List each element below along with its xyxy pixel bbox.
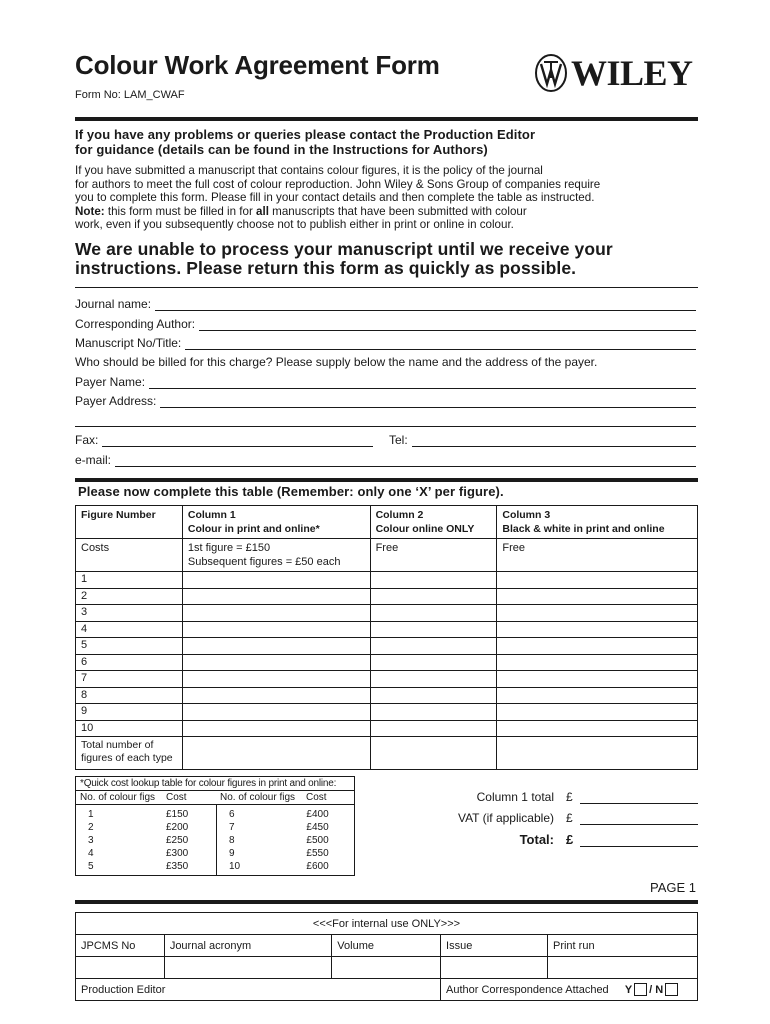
- figure-row: [76, 588, 698, 605]
- lookup-header-cost-right: Cost: [306, 792, 327, 803]
- journal-name-field[interactable]: [75, 295, 696, 311]
- lookup-body: [76, 805, 354, 875]
- header-divider: [75, 117, 698, 121]
- figure-row: [76, 605, 698, 622]
- journal-name-label: Journal name:: [75, 297, 152, 311]
- figure-row-column-3-cell[interactable]: [497, 720, 698, 737]
- figure-row-column-1-cell[interactable]: [182, 572, 370, 589]
- lookup-left-figs: [76, 808, 166, 875]
- internal-title-row: [76, 913, 698, 935]
- lookup-header-figs-left: No. of colour figs: [80, 792, 156, 803]
- lookup-fig-count: 5: [88, 861, 94, 872]
- column-1-cost-first: 1st figure = £150: [187, 542, 271, 554]
- fax-line[interactable]: [102, 435, 373, 447]
- contact-notice: [75, 127, 695, 157]
- grand-total-label: Total:: [519, 832, 554, 847]
- lookup-cost: £200: [166, 822, 189, 833]
- policy-line-5: work, even if you subsequently choose not to publish either in print or online in colour.: [75, 218, 514, 232]
- email-line[interactable]: [115, 455, 696, 467]
- lookup-header-right: [216, 791, 356, 804]
- costs-row: [76, 539, 698, 572]
- payer-address-label: Payer Address:: [75, 394, 157, 408]
- vat-field[interactable]: [390, 809, 698, 825]
- email-field[interactable]: [75, 451, 696, 467]
- internal-header-row: [76, 935, 698, 957]
- column-3-subtitle: Black & white in print and online: [502, 523, 665, 535]
- lookup-header-row: [76, 791, 354, 805]
- grand-total-currency: £: [566, 832, 574, 847]
- author-correspondence-label: Author Correspondence Attached: [446, 983, 609, 996]
- wiley-logo: [533, 50, 708, 96]
- lookup-cost: £300: [166, 848, 189, 859]
- internal-divider: [75, 900, 698, 904]
- figure-row-column-2-cell[interactable]: [370, 720, 497, 737]
- figure-row-column-3-cell[interactable]: [497, 572, 698, 589]
- column-1-header: [182, 506, 370, 539]
- figure-row-column-1-cell[interactable]: [182, 704, 370, 721]
- lookup-right-costs: [306, 808, 356, 875]
- figure-row-number: 10: [76, 720, 183, 737]
- column-1-cost: [182, 539, 370, 572]
- figure-row: [76, 654, 698, 671]
- wiley-wordmark: WILEY: [571, 53, 693, 93]
- payer-name-line[interactable]: [149, 377, 696, 389]
- payer-address-extra-line[interactable]: [75, 415, 696, 427]
- figure-row-column-3-cell[interactable]: [497, 621, 698, 638]
- column-3-header: [497, 506, 698, 539]
- figure-row-column-1-cell[interactable]: [182, 621, 370, 638]
- lookup-fig-count: 4: [88, 848, 94, 859]
- billing-question: Who should be billed for this charge? Please supply below the name and the address of the payer.: [75, 355, 598, 369]
- figure-table-header-row: [76, 506, 698, 539]
- lookup-fig-count: 7: [229, 822, 235, 833]
- lookup-fig-count: 2: [88, 822, 94, 833]
- lookup-cost: £450: [306, 822, 329, 833]
- figure-row-column-1-cell[interactable]: [182, 638, 370, 655]
- figure-row-number: 3: [76, 605, 183, 622]
- lookup-cost: £600: [306, 861, 329, 872]
- figure-row-column-3-cell[interactable]: [497, 704, 698, 721]
- table-divider: [75, 478, 698, 482]
- figure-row-number: 2: [76, 588, 183, 605]
- column-3-cost: Free: [497, 539, 698, 572]
- total-label-line-2: figures of each type: [81, 752, 173, 764]
- processing-warning: [75, 240, 700, 278]
- yes-label: Y: [624, 983, 633, 996]
- production-editor-label: Production Editor: [76, 979, 441, 1001]
- figure-row-column-2-cell[interactable]: [370, 654, 497, 671]
- form-number: Form No: LAM_CWAF: [75, 89, 185, 101]
- corresponding-author-field[interactable]: [75, 315, 696, 331]
- figure-row-number: 4: [76, 621, 183, 638]
- corresponding-author-line[interactable]: [199, 319, 696, 331]
- figure-table: [75, 505, 698, 770]
- manuscript-no-label: Manuscript No/Title:: [75, 336, 182, 350]
- journal-name-line[interactable]: [155, 299, 696, 311]
- figure-row-column-2-cell[interactable]: [370, 638, 497, 655]
- figure-row-column-1-cell[interactable]: [182, 720, 370, 737]
- note-label: Note:: [75, 204, 105, 218]
- jpcms-value[interactable]: [76, 957, 165, 979]
- figure-row-column-2-cell[interactable]: [370, 588, 497, 605]
- form-title: Colour Work Agreement Form: [75, 50, 440, 80]
- lookup-fig-count: 9: [229, 848, 235, 859]
- fax-label: Fax:: [75, 433, 99, 447]
- volume-value[interactable]: [332, 957, 441, 979]
- figure-row-column-3-cell[interactable]: [497, 588, 698, 605]
- lookup-cost: £550: [306, 848, 329, 859]
- lookup-fig-count: 10: [229, 861, 241, 872]
- column-1-total-line[interactable]: [580, 792, 698, 804]
- figure-table-heading: Please now complete this table (Remember: only one ‘X’ per figure).: [78, 484, 504, 499]
- figure-row-column-3-cell[interactable]: [497, 638, 698, 655]
- figure-row: [76, 671, 698, 688]
- lookup-fig-count: 8: [229, 835, 235, 846]
- column-1-cost-subsequent: Subsequent figures = £50 each: [187, 556, 341, 568]
- lookup-header-left: [76, 791, 216, 804]
- grand-total-line[interactable]: [580, 835, 698, 847]
- tel-label: Tel:: [389, 433, 408, 447]
- policy-text: [75, 164, 695, 232]
- column-2-header: [370, 506, 497, 539]
- figure-row-number: 6: [76, 654, 183, 671]
- lookup-fig-count: 1: [88, 809, 94, 820]
- lookup-header-cost-left: Cost: [166, 792, 187, 803]
- lookup-left-costs: [166, 808, 216, 875]
- issue-label: Issue: [441, 935, 548, 957]
- column-1-title: Column 1: [187, 509, 236, 521]
- vat-currency: £: [566, 811, 573, 825]
- figure-row-column-1-cell[interactable]: [182, 687, 370, 704]
- fax-field[interactable]: [75, 431, 373, 447]
- total-label-line-1: Total number of: [81, 739, 154, 751]
- lookup-cost: £350: [166, 861, 189, 872]
- figure-row-column-2-cell[interactable]: [370, 704, 497, 721]
- payer-address-field[interactable]: [75, 392, 696, 408]
- lookup-cost: £150: [166, 809, 189, 820]
- tel-field[interactable]: [389, 431, 696, 447]
- author-correspondence-cell: [441, 979, 698, 1001]
- issue-value[interactable]: [441, 957, 548, 979]
- figure-row-column-2-cell[interactable]: [370, 572, 497, 589]
- payer-name-field[interactable]: [75, 373, 696, 389]
- column-3-title: Column 3: [502, 509, 551, 521]
- figure-row-number: 7: [76, 671, 183, 688]
- figure-row-column-1-cell[interactable]: [182, 605, 370, 622]
- lookup-header-figs-right: No. of colour figs: [220, 792, 296, 803]
- note-post: manuscripts that have been submitted with colour: [268, 204, 527, 218]
- column-2-subtitle: Colour online ONLY: [375, 523, 475, 535]
- figure-row-number: 1: [76, 572, 183, 589]
- figure-number-header-text: Figure Number: [81, 509, 156, 521]
- total-row: [76, 737, 698, 770]
- total-column-1-cell[interactable]: [182, 737, 370, 770]
- internal-values-row: [76, 957, 698, 979]
- figure-row-column-1-cell[interactable]: [182, 588, 370, 605]
- figure-row: [76, 720, 698, 737]
- warning-line-2: instructions. Please return this form as quickly as possible.: [75, 258, 577, 278]
- warning-divider: [75, 287, 698, 288]
- vat-label: VAT (if applicable): [457, 811, 554, 825]
- figure-number-header: [76, 506, 183, 539]
- page-number: PAGE 1: [649, 880, 696, 895]
- figure-row: [76, 687, 698, 704]
- manuscript-no-line[interactable]: [185, 338, 696, 350]
- wiley-emblem-icon: [533, 52, 569, 94]
- costs-label: Costs: [76, 539, 183, 572]
- figure-rows: [76, 572, 698, 737]
- contact-line-1: If you have any problems or queries please contact the Production Editor: [75, 127, 536, 142]
- column-2-title: Column 2: [375, 509, 424, 521]
- lookup-cost: £250: [166, 835, 189, 846]
- figure-row-column-2-cell[interactable]: [370, 687, 497, 704]
- policy-line-3: you to complete this form. Please fill in your contact details and then complete the table as instructed.: [75, 191, 595, 205]
- lookup-right-figs: [217, 808, 306, 875]
- grand-total-field[interactable]: [390, 831, 698, 847]
- note-all: all: [256, 204, 269, 218]
- figure-row-number: 5: [76, 638, 183, 655]
- print-run-value[interactable]: [547, 957, 697, 979]
- column-1-total-currency: £: [566, 790, 573, 804]
- lookup-fig-count: 6: [229, 809, 235, 820]
- lookup-right-half: [216, 805, 356, 875]
- no-label: / N: [649, 983, 664, 996]
- journal-acronym-label: Journal acronym: [164, 935, 331, 957]
- figure-row-column-2-cell[interactable]: [370, 621, 497, 638]
- figure-row-number: 8: [76, 687, 183, 704]
- figure-row: [76, 638, 698, 655]
- column-1-total-label: Column 1 total: [476, 790, 554, 804]
- figure-row-column-1-cell[interactable]: [182, 654, 370, 671]
- email-label: e-mail:: [75, 453, 112, 467]
- figure-row-number: 9: [76, 704, 183, 721]
- payer-address-line-2[interactable]: [75, 411, 696, 427]
- column-1-total-field[interactable]: [390, 788, 698, 804]
- vat-line[interactable]: [580, 813, 698, 825]
- tel-line[interactable]: [412, 435, 696, 447]
- internal-use-table: [75, 912, 698, 1001]
- cost-lookup-table: [75, 776, 355, 876]
- policy-line-2: for authors to meet the full cost of colour reproduction. John Wiley & Sons Group of companies require: [75, 177, 601, 191]
- no-checkbox[interactable]: [665, 983, 678, 996]
- figure-row: [76, 572, 698, 589]
- internal-title: <<<For internal use ONLY>>>: [76, 913, 698, 935]
- lookup-cost: £400: [306, 809, 329, 820]
- lookup-fig-count: 3: [88, 835, 94, 846]
- note-pre: this form must be filled in for: [104, 204, 257, 218]
- figure-row-column-3-cell[interactable]: [497, 605, 698, 622]
- figure-row-column-2-cell[interactable]: [370, 671, 497, 688]
- jpcms-label: JPCMS No: [76, 935, 165, 957]
- total-label: [76, 737, 183, 770]
- total-column-3-cell[interactable]: [497, 737, 698, 770]
- yes-checkbox[interactable]: [634, 983, 647, 996]
- figure-row-column-3-cell[interactable]: [497, 687, 698, 704]
- figure-row-column-2-cell[interactable]: [370, 605, 497, 622]
- payer-name-label: Payer Name:: [75, 375, 146, 389]
- column-2-cost: Free: [370, 539, 497, 572]
- figure-row: [76, 621, 698, 638]
- policy-line-1: If you have submitted a manuscript that contains colour figures, it is the policy of the journal: [75, 164, 543, 177]
- volume-label: Volume: [332, 935, 441, 957]
- warning-line-1: We are unable to process your manuscript until we receive your: [75, 239, 613, 259]
- journal-acronym-value[interactable]: [164, 957, 331, 979]
- total-column-2-cell[interactable]: [370, 737, 497, 770]
- figure-row-column-3-cell[interactable]: [497, 654, 698, 671]
- payer-address-line[interactable]: [160, 396, 696, 408]
- lookup-left-half: [76, 805, 216, 875]
- column-1-subtitle: Colour in print and online*: [187, 523, 320, 535]
- corresponding-author-label: Corresponding Author:: [75, 317, 196, 331]
- manuscript-no-field[interactable]: [75, 334, 696, 350]
- figure-row: [76, 704, 698, 721]
- contact-line-2: for guidance (details can be found in the Instructions for Authors): [75, 142, 488, 157]
- lookup-cost: £500: [306, 835, 329, 846]
- figure-row-column-3-cell[interactable]: [497, 671, 698, 688]
- figure-row-column-1-cell[interactable]: [182, 671, 370, 688]
- print-run-label: Print run: [547, 935, 697, 957]
- internal-footer-row: [76, 979, 698, 1001]
- lookup-caption: *Quick cost lookup table for colour figures in print and online:: [76, 777, 354, 791]
- policy-note-line: [75, 205, 695, 219]
